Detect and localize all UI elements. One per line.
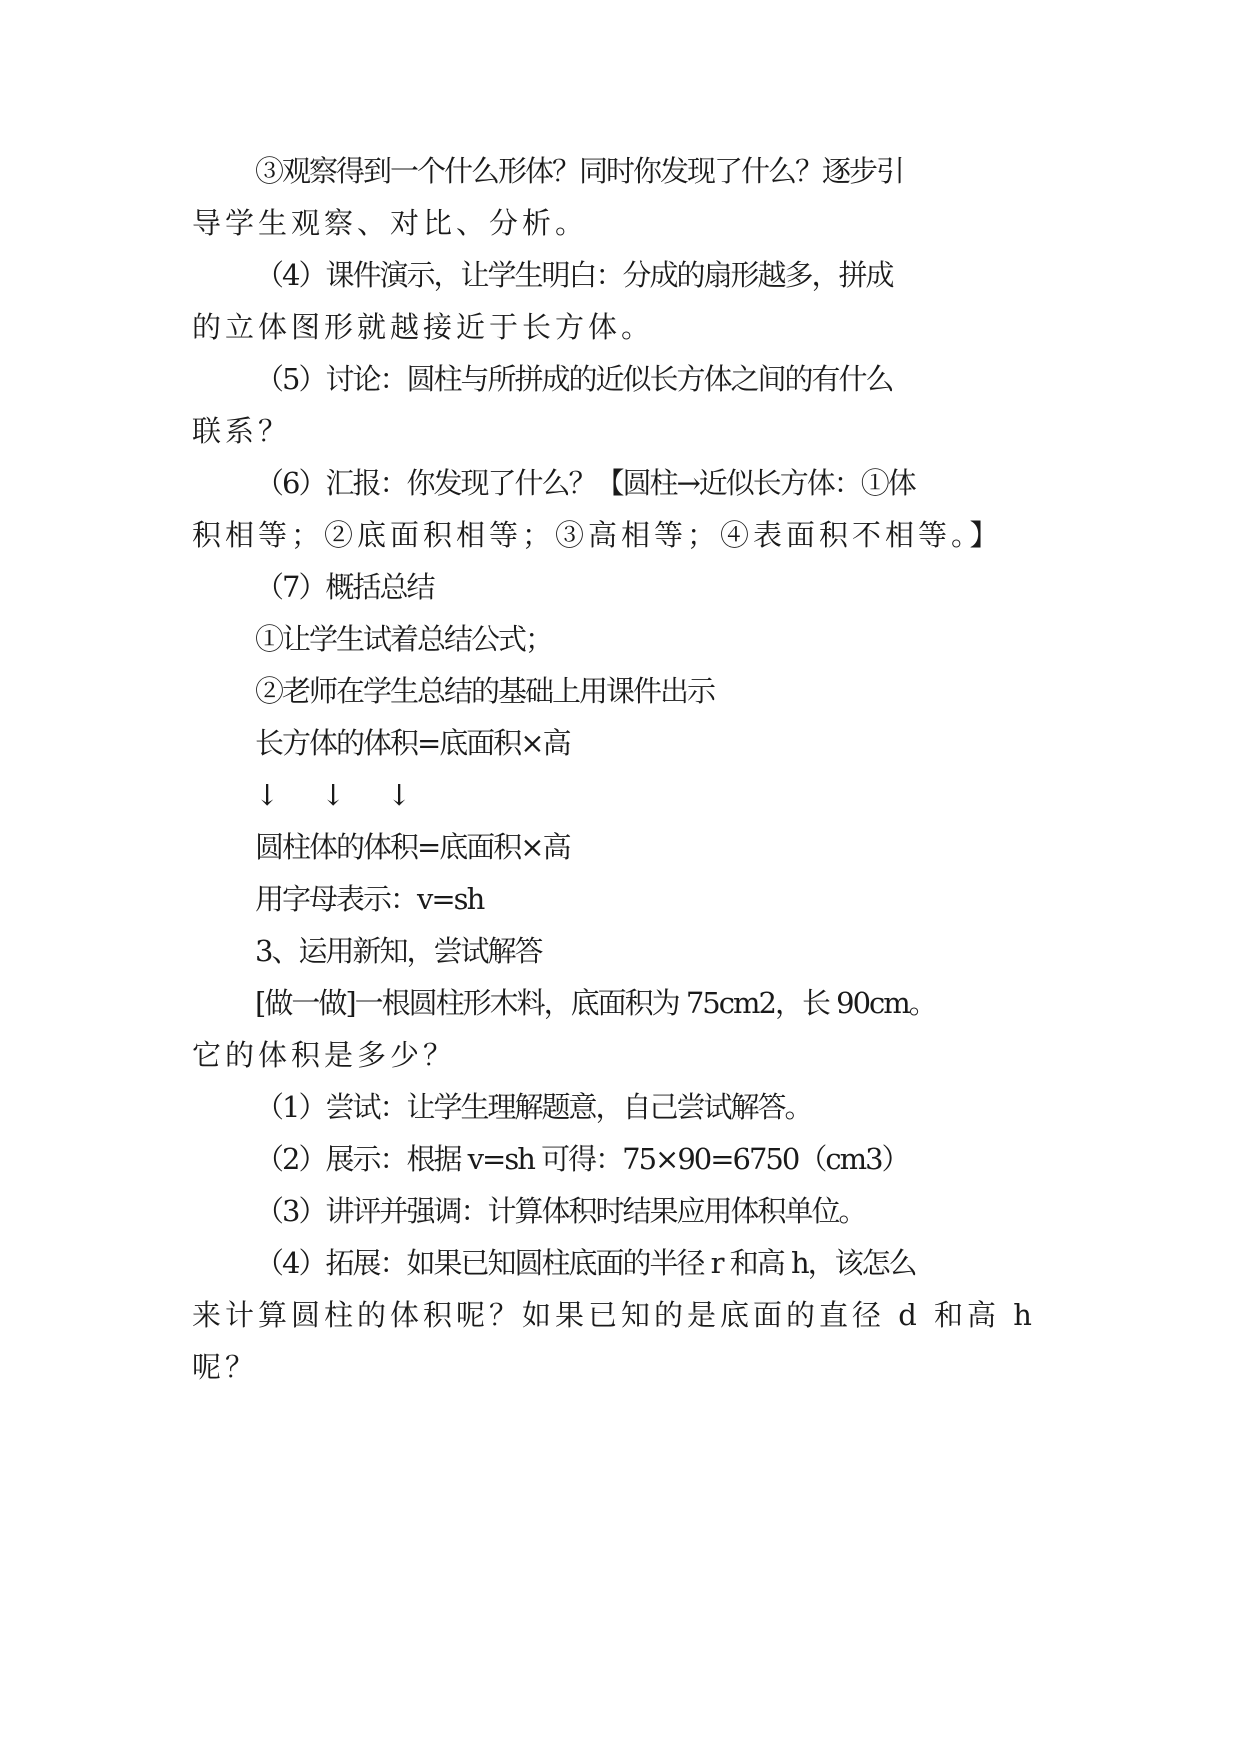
text-line: ③观察得到一个什么形体？同时你发现了什么？逐步引	[255, 154, 904, 188]
formula-line: 长方体的体积=底面积×高	[255, 726, 570, 760]
text-line: 呢？	[192, 1350, 259, 1384]
text-line: 联系？	[192, 414, 292, 448]
text-line: （6）汇报：你发现了什么？【圆柱→近似长方体：①体	[255, 466, 915, 500]
text-line: （7）概括总结	[255, 570, 434, 604]
text-line: （1）尝试：让学生理解题意，自己尝试解答。	[255, 1090, 812, 1124]
text-line: 的立体图形就越接近于长方体。	[192, 310, 655, 344]
text-line: 用字母表示：v=sh	[255, 882, 484, 916]
text-line: （5）讨论：圆柱与所拼成的近似长方体之间的有什么	[255, 362, 893, 396]
text-line: （2）展示：根据 v=sh 可得：75×90=6750（cm3）	[255, 1142, 909, 1176]
arrow-row	[255, 775, 1115, 815]
text-line: 积相等；②底面积相等；③高相等；④表面积不相等。】	[192, 518, 1003, 552]
text-line: （4）课件演示，让学生明白：分成的扇形越多，拼成	[255, 258, 893, 292]
section-heading: 3、运用新知，尝试解答	[255, 934, 542, 968]
text-line: 它的体积是多少？	[192, 1038, 457, 1072]
text-line: （3）讲评并强调：计算体积时结果应用体积单位。	[255, 1194, 866, 1228]
text-line: ①让学生试着总结公式；	[255, 622, 553, 656]
down-arrow-icon: ↓	[321, 778, 344, 812]
text-line: （4）拓展：如果已知圆柱底面的半径 r 和高 h，该怎么	[255, 1246, 916, 1280]
formula-line: 圆柱体的体积=底面积×高	[255, 830, 570, 864]
text-line: 来计算圆柱的体积呢？如果已知的是底面的直径 d 和高 h	[192, 1298, 1036, 1332]
text-line: [做一做]一根圆柱形木料，底面积为 75cm2，长 90cm。	[255, 986, 936, 1020]
text-line: 导学生观察、对比、分析。	[192, 206, 589, 240]
text-line: ②老师在学生总结的基础上用课件出示	[255, 674, 715, 708]
down-arrow-icon: ↓	[387, 778, 410, 812]
down-arrow-icon: ↓	[255, 778, 278, 812]
